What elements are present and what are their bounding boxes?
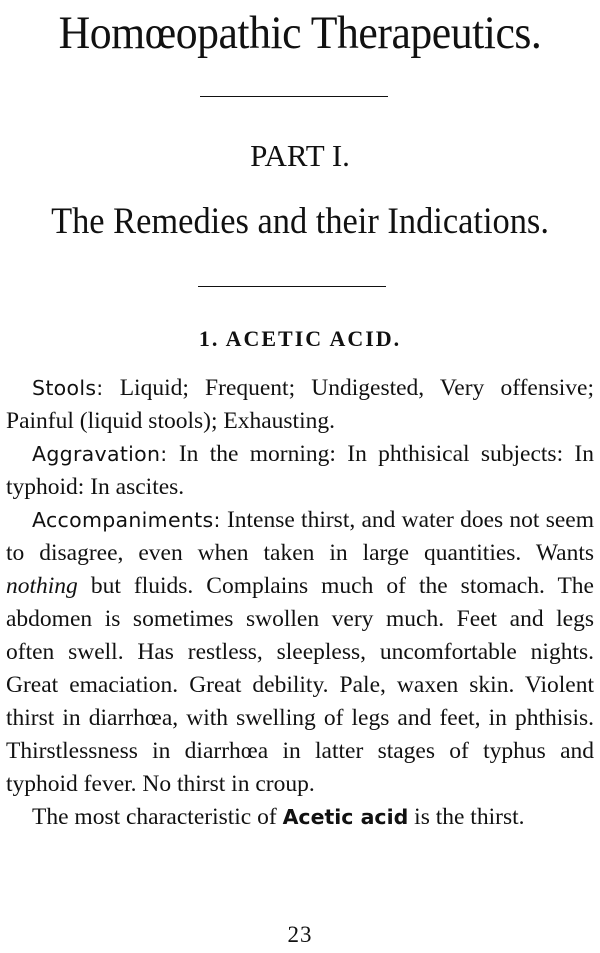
stools-label: Stools: [32,376,104,400]
divider-rule-top [200,96,388,97]
paragraph-aggravation [6,438,594,504]
summary-text-1: The most characteristic of [32,804,283,830]
section-heading: 1. ACETIC ACID. [198,326,402,351]
accompaniments-text-2: but fluids. Complains much of the stomach. The abdomen is sometimes swollen very much. Feet and legs often swell. Has restless, sleepless, uncomfortable nights. Great emaciation. Great debility. Pale, waxen skin. Violent thirst in diarrhœa, with swelling of legs and feet, in phthisis. Thirstlessness in diarrhœa in latter stages of typhus and typhoid fever. No thirst in croup. [6,573,594,797]
part-heading: PART I. [250,138,350,173]
summary-text-2: is the thirst. [408,804,525,830]
accompaniments-text-1: Intense thirst, and water does not seem to disagree, even when taken in large quantities. Wants [6,507,594,566]
paragraph-stools [6,372,594,438]
summary-remedy-name: Acetic acid [282,805,409,829]
stools-text: Liquid; Frequent; Undigested, Very offensive; Painful (liquid stools); Exhausting. [6,375,594,434]
aggravation-label: Aggravation: [32,442,168,466]
part-subtitle: The Remedies and their Indications. [51,201,549,242]
accompaniments-emphasis: nothing [6,573,78,599]
paragraph-summary [6,801,594,834]
body-text [6,372,594,834]
aggravation-text: In the morning: In phthisical subjects: In typhoid: In ascites. [6,441,594,500]
accompaniments-label: Accompaniments: [32,508,221,532]
page-title: Homœopathic Therapeutics. [58,7,542,59]
paragraph-accompaniments [6,504,594,801]
divider-rule-bottom [198,286,386,287]
page-number: 23 [287,922,313,947]
